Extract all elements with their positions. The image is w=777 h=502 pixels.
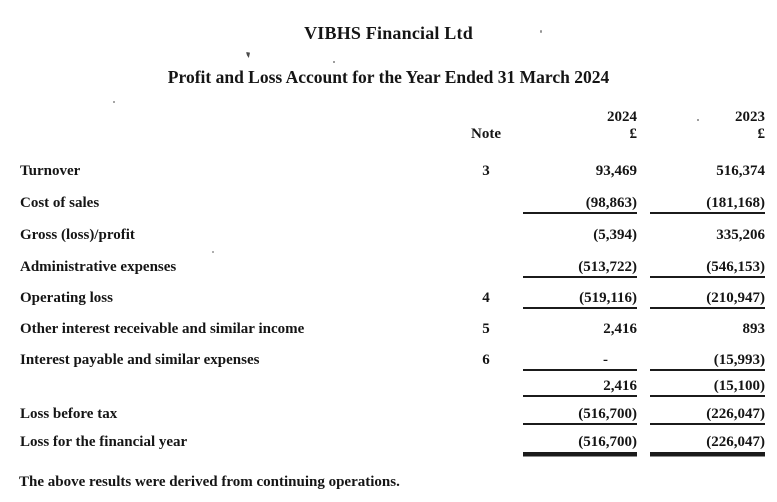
row-label: Other interest receivable and similar income <box>20 321 305 337</box>
row-value-prior: (226,047) <box>650 406 765 425</box>
table-row <box>0 434 777 454</box>
row-label: Operating loss <box>20 290 113 306</box>
column-header-year-prior: 2023 <box>735 109 765 125</box>
table-row <box>0 378 777 398</box>
row-value-prior: 516,374 <box>716 163 765 179</box>
scan-artifact <box>113 101 115 103</box>
column-header-currency-prior: £ <box>757 126 765 142</box>
row-value-prior: (226,047) <box>650 434 765 453</box>
row-value-prior: (546,153) <box>650 259 765 278</box>
row-label: Turnover <box>20 163 81 179</box>
row-value-prior: (15,100) <box>650 378 765 397</box>
table-row <box>0 195 777 215</box>
table-row <box>0 321 777 341</box>
row-label: Loss before tax <box>20 406 118 422</box>
row-value-prior: (15,993) <box>650 352 765 371</box>
row-value-prior: 893 <box>742 321 765 337</box>
statement-title: Profit and Loss Account for the Year Ended 31 March 2024 <box>167 67 610 87</box>
table-row <box>0 259 777 279</box>
row-label: Interest payable and similar expenses <box>20 352 260 368</box>
scan-artifact <box>212 251 214 253</box>
scan-artifact <box>697 119 699 121</box>
row-value-current: 2,416 <box>523 378 637 397</box>
row-value-current: (5,394) <box>593 227 637 243</box>
scan-artifact <box>333 61 335 63</box>
row-value-current: 2,416 <box>603 321 637 337</box>
row-value-current: (98,863) <box>523 195 637 214</box>
table-row <box>0 290 777 310</box>
scan-artifact <box>540 30 542 33</box>
table-row <box>0 406 777 426</box>
row-note-ref: 3 <box>482 163 490 179</box>
row-label: Loss for the financial year <box>20 434 188 450</box>
company-name: VIBHS Financial Ltd <box>304 23 473 43</box>
column-header-year-current: 2024 <box>607 109 637 125</box>
row-value-current: 93,469 <box>595 163 637 179</box>
row-value-prior: (181,168) <box>650 195 765 214</box>
row-label: Gross (loss)/profit <box>20 227 135 243</box>
row-value-current: (516,700) <box>523 434 637 453</box>
row-note-ref: 4 <box>482 290 490 306</box>
table-row <box>0 163 777 183</box>
row-value-current: (516,700) <box>523 406 637 425</box>
table-row <box>0 227 777 247</box>
continuing-operations-footnote: The above results were derived from continuing operations. <box>19 474 400 490</box>
row-label: Administrative expenses <box>20 259 177 275</box>
row-value-current: (519,116) <box>523 290 637 309</box>
row-label: Cost of sales <box>20 195 100 211</box>
row-value-prior: 335,206 <box>716 227 765 243</box>
row-value-current: - <box>523 352 637 371</box>
column-header-note: Note <box>471 126 501 142</box>
column-header-currency-current: £ <box>629 126 637 142</box>
row-value-prior: (210,947) <box>650 290 765 309</box>
table-row <box>0 352 777 372</box>
row-note-ref: 6 <box>482 352 490 368</box>
row-value-current: (513,722) <box>523 259 637 278</box>
row-note-ref: 5 <box>482 321 490 337</box>
